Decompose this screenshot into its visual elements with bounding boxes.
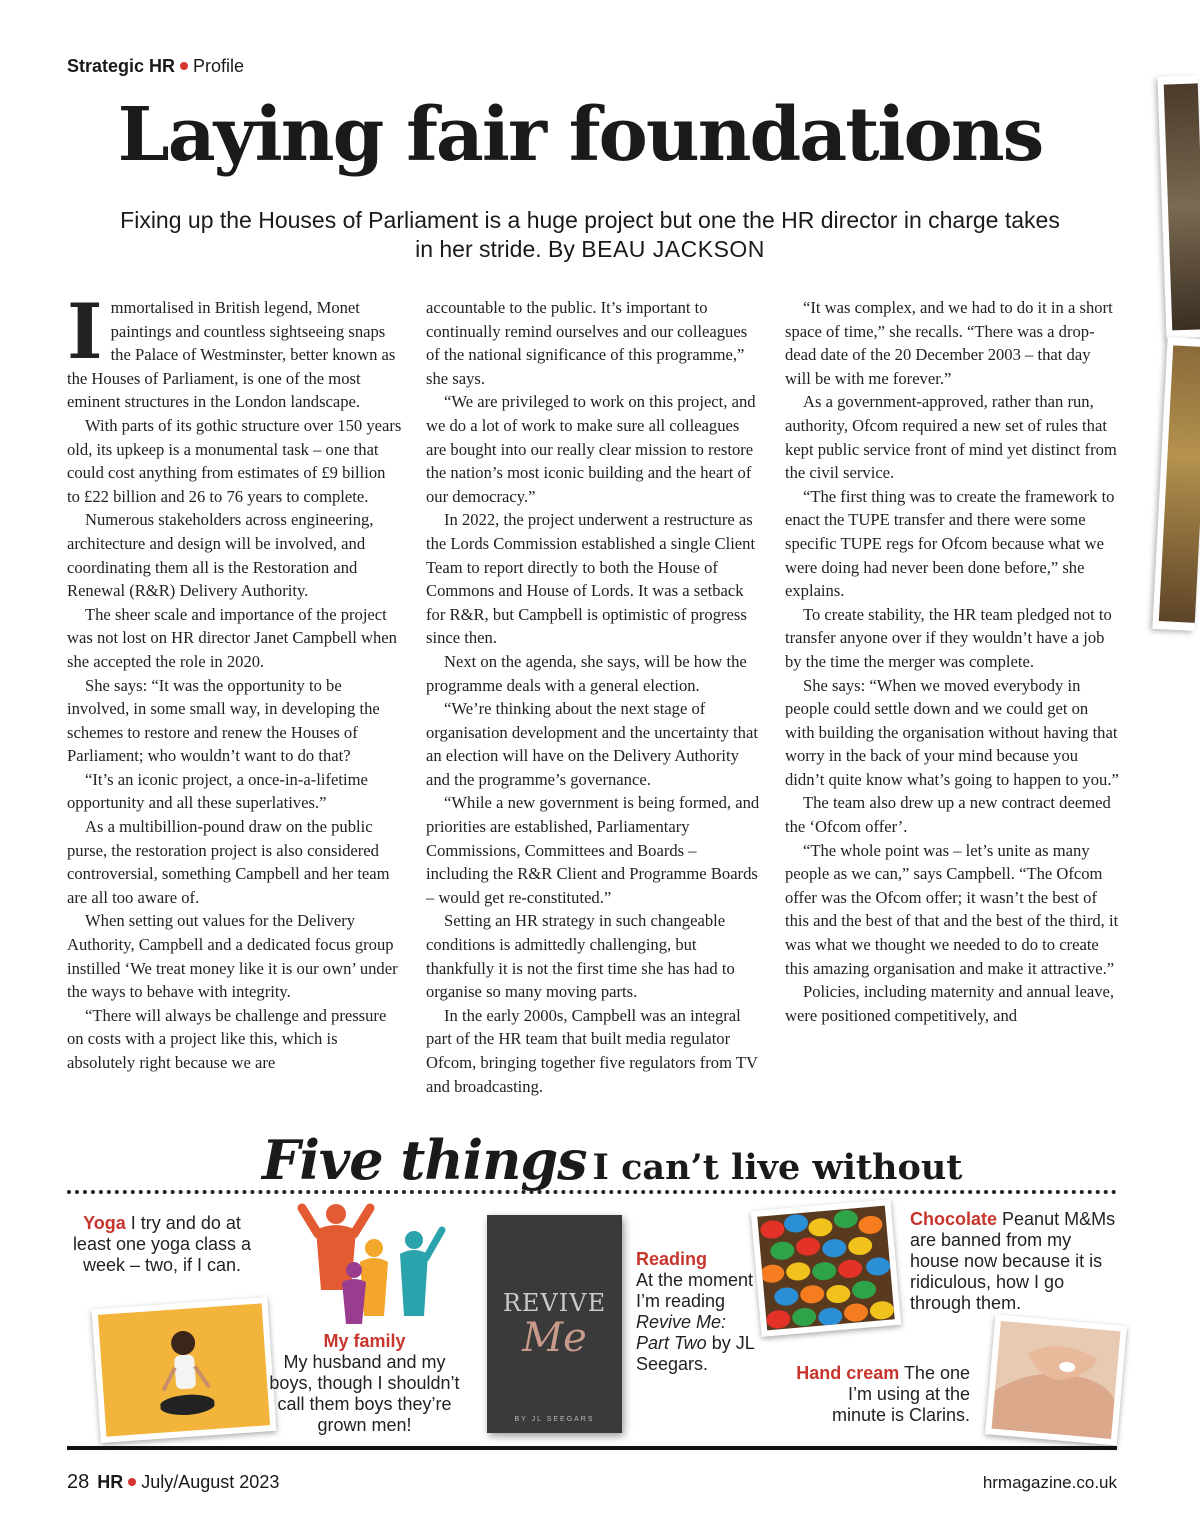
page-number: 28 <box>67 1471 90 1493</box>
five-things-title-small: I can’t live without <box>592 1147 963 1188</box>
candy-icon <box>757 1206 894 1331</box>
item-handcream <box>790 1363 970 1426</box>
item-label: Hand cream <box>796 1363 900 1383</box>
footer-left <box>67 1471 279 1494</box>
item-text: At the moment I’m reading <box>636 1270 754 1311</box>
paragraph: When setting out values for the Delivery Authority, Campbell and a dedicated focus group instilled ‘We treat money like it is our own’ under the ways to behave with integrity. <box>67 911 398 1002</box>
paragraph: To create stability, the HR team pledged not to transfer anyone over if they wouldn’t have a job by the time the merger was complete. <box>785 604 1112 671</box>
paragraph: accountable to the public. It’s important to continually remind ourselves and our colleagues of the national significance of this programme,” she says. <box>426 298 748 388</box>
paragraph: Setting an HR strategy in such changeable conditions is admittedly challenging, but thankfully it is not the first time she has had to organise so many moving parts. <box>426 911 735 1002</box>
hands-icon <box>992 1321 1121 1439</box>
byline-author: BEAU JACKSON <box>581 236 765 262</box>
article-column-2 <box>426 296 761 1098</box>
item-text: Peanut M&Ms are banned from my house now because it is ridiculous, how I go through them. <box>910 1209 1116 1313</box>
handcream-photo <box>985 1314 1127 1445</box>
five-things-title <box>262 1128 962 1192</box>
paragraph: As a multibillion-pound draw on the public purse, the restoration project is also considered controversial, something Campbell and her team are all too aware of. <box>67 817 390 907</box>
book-cover <box>487 1215 622 1433</box>
family-icon <box>296 1200 446 1326</box>
yoga-photo <box>92 1297 277 1443</box>
paragraph: “It’s an iconic project, a once-in-a-lifetime opportunity and all these superlatives.” <box>67 769 368 813</box>
chocolate-photo <box>751 1199 901 1337</box>
paragraph: “There will always be challenge and pressure on costs with a project like this, which is absolutely right because we are <box>67 1005 387 1072</box>
article-column-1 <box>67 287 402 1075</box>
section-tag <box>67 56 244 77</box>
paragraph: She says: “It was the opportunity to be involved, in some small way, in developing the schemes to restore and renew the Houses of Parliament; who wouldn’t want to do that? <box>67 675 380 766</box>
item-label: Chocolate <box>910 1209 998 1229</box>
item-yoga <box>72 1213 252 1276</box>
paragraph: Numerous stakeholders across engineering, architecture and design will be involved, and coordinating them all is the Restoration and Renewal (R&R) Delivery Authority. <box>67 510 374 601</box>
item-text: My husband and my boys, though I shouldn’t call them boys they’re grown men! <box>269 1352 460 1435</box>
book-cover-author: BY JL SEEGARS <box>514 1416 595 1423</box>
paragraph: In 2022, the project underwent a restructure as the Lords Commission established a single Client Team to report directly to both the House of Commons and House of Lords. It was a setback for R&R, but Campbell is optimistic of progress since then. <box>426 510 756 648</box>
paragraph: “While a new government is being formed, and priorities are established, Parliamentary Commissions, Committees and Boards – including the R&R Client and Programme Boards – would get re-constituted.” <box>426 793 760 907</box>
item-text-post: by JL Seegars. <box>636 1333 755 1374</box>
paragraph: She says: “When we moved everybody in people could settle down and we could get on with building the organisation without having that worry in the back of your mind because you didn’t quite know what’s going to happen to you.” <box>785 675 1119 789</box>
headline: Laying fair foundations <box>117 92 1043 178</box>
subsection-label: Profile <box>193 56 245 76</box>
paragraph: Next on the agenda, she says, will be how the programme deals with a general election. <box>426 651 747 695</box>
item-text: The one I’m using at the minute is Clarins. <box>831 1363 970 1425</box>
yoga-figure-icon <box>155 1325 216 1429</box>
item-text: I try and do at least one yoga class a week – two, if I can. <box>72 1213 252 1275</box>
item-label: Reading <box>636 1249 708 1269</box>
paragraph: With parts of its gothic structure over 150 years old, its upkeep is a monumental task – one that could cost anything from estimates of £9 billion to £22 billion and 26 to 76 years to complete. <box>67 415 402 506</box>
paragraph: In the early 2000s, Campbell was an integral part of the HR team that built media regulator Ofcom, bringing together five regulators from TV and broadcasting. <box>426 1005 758 1096</box>
bullet-dot <box>180 62 188 70</box>
item-reading <box>636 1249 756 1375</box>
paragraph: “The first thing was to create the framework to enact the TUPE transfer and there were some specific TUPE regs for Ofcom because what we were doing had never been done before,” she explains. <box>785 486 1115 601</box>
paragraph: Policies, including maternity and annual leave, were positioned competitively, and <box>785 982 1115 1025</box>
magazine-name: HR <box>97 1472 124 1492</box>
article-column-3 <box>785 296 1120 1027</box>
website-link[interactable]: hrmagazine.co.uk <box>982 1473 1117 1492</box>
item-chocolate <box>910 1209 1120 1314</box>
bottom-rule <box>67 1446 1117 1450</box>
standfirst <box>120 206 1060 264</box>
item-family <box>262 1331 467 1436</box>
five-things-title-big: Five things <box>262 1128 587 1192</box>
book-cover-title: REVIVE <box>502 1289 607 1317</box>
bullet-dot <box>128 1478 136 1486</box>
book-title: Revive Me: Part Two <box>636 1312 727 1353</box>
edge-photo-top <box>1157 75 1200 338</box>
edge-photo-middle <box>1152 337 1200 631</box>
paragraph: The sheer scale and importance of the project was not lost on HR director Janet Campbell when she accepted the role in 2020. <box>67 604 397 671</box>
book-cover-sub: Me <box>522 1315 587 1361</box>
paragraph: “It was complex, and we had to do it in a short space of time,” she recalls. “There was a drop-dead date of the 20 December 2003 – that day will be with me forever.” <box>785 298 1113 388</box>
paragraph: mmortalised in British legend, Monet paintings and countless sightseeing snaps the Palace of Westminster, better known as the Houses of Parliament, is one of the most eminent structures in the London landscape. <box>67 298 396 412</box>
paragraph: As a government-approved, rather than run, authority, Ofcom required a new set of rules that kept public service front of mind yet distinct from the civil service. <box>785 392 1117 483</box>
section-label: Strategic HR <box>67 56 176 76</box>
issue-date: July/August 2023 <box>141 1472 280 1492</box>
standfirst-text: Fixing up the Houses of Parliament is a huge project but one the HR director in charge takes in her stride. By <box>120 207 1060 262</box>
paragraph: “The whole point was – let’s unite as many people as we can,” says Campbell. “The Ofcom offer was the Ofcom offer; it wasn’t the best of this and the best of that and the best of the third, it was what we thought we needed to do to create this amazing organisation and make it attractive.” <box>785 840 1119 978</box>
paragraph: The team also drew up a new contract deemed the ‘Ofcom offer’. <box>785 793 1111 837</box>
paragraph: “We are privileged to work on this project, and we do a lot of work to make sure all colleagues are bought into our really clear mission to restore the nation’s most iconic building and the heart of our democracy.” <box>426 392 756 506</box>
dropcap: I <box>67 287 103 376</box>
item-label: Yoga <box>83 1213 126 1233</box>
item-label: My family <box>323 1331 406 1351</box>
dotted-divider <box>67 1190 1117 1194</box>
paragraph: “We’re thinking about the next stage of organisation development and the uncertainty that an election will have on the Delivery Authority and the programme’s governance. <box>426 699 758 789</box>
